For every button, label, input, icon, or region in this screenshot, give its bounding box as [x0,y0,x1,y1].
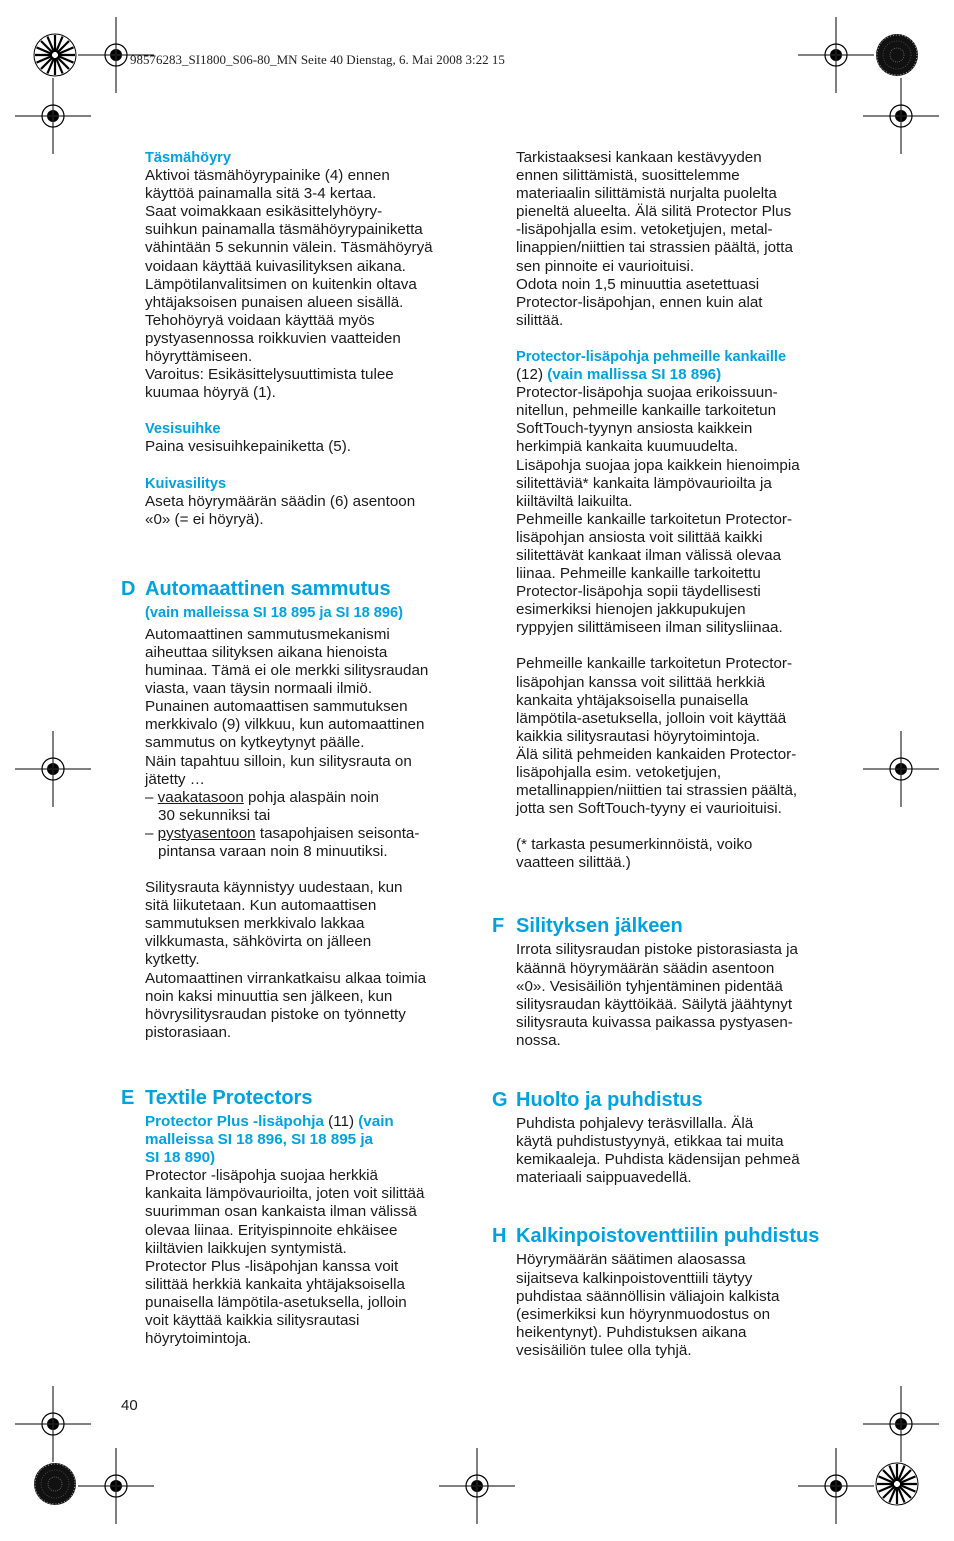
kuivasilitys-text: Aseta höyrymäärän säädin (6) asentoon «0» (= ei höyryä). [145,492,416,528]
section-h [492,1224,838,1360]
tasmahoyry-text: Aktivoi täsmähöyrypainike (4) ennen käyttöä painamalla sitä 3-4 kertaa. Saat voimakkaan esikäsittelyhöyry- suihkun painamalla täsmähöyrypainiketta vähintään 5 sekunnin välein. Täsmähöyryä voidaan käyttää kuivasilityksen aikana. Lämpötilanvalitsimen on kuitenkin oltava yhtäjaksoisen punaisen alueen sisällä. Tehohöyryä voidaan käyttää myös pystyasennossa roikkuvien vaatteiden höyryttämiseen. Varoitus: Esikäsittelysuuttimista tulee kuumaa höyryä (1). [145,167,433,402]
section-e-sub-plain: (11) [323,1112,359,1130]
item2-dash: – [145,824,158,842]
kuivasilitys-title: Kuivasilitys [145,475,227,492]
soft-protector-num: (12) [516,366,548,384]
item2-rest: tasapohjaisen seisonta- [255,824,420,842]
section-d-subtitle: (vain malleissa SI 18 895 ja SI 18 896) [145,604,403,621]
section-h-title: Kalkinpoistoventtiilin puhdistus [516,1225,820,1248]
section-e [121,1086,465,1348]
section-h-letter: H [492,1225,507,1248]
section-g-text: Puhdista pohjalevy teräsvillalla. Älä käytä puhdistustyynyä, etikkaa tai muita kemikaaleja. Puhdista kädensijan pehmeä materiaali saippuavedellä. [516,1115,800,1187]
section-d-text1: Automaattinen sammutusmekanismi aiheuttaa silityksen aikana hienoista huminaa. Tämä ei ole merkki silitysraudan viasta, vaan täysin normaali ilmiö. Punainen automaattisen sammutuksen merkkivalo (9) vilkkuu, kun automaattinen sammutus on kytkeytynyt päälle. Näin tapahtuu silloin, kun silitysrauta on jätetty … [145,625,429,788]
section-e-title: Textile Protectors [145,1086,313,1109]
section-d-heading [121,577,465,601]
section-e-text: Protector -lisäpohja suojaa herkkiä kankaita lämpövaurioilta, joten voit silittää suurimman osan kankaista ilman välissä olevaa liinaa. Erityispinnoite ehkäisee kiiltävien laikkujen syntymistä. Protector Plus -lisäpohjan kanssa voit silittää herkkiä kankaita yhtäjaksoisella punaisella lämpötila-asetuksella, jolloin voit käyttää kaikkia silitysrautasi höyrytoimintoja. [145,1167,425,1348]
soft-protector-text2: Pehmeille kankaille tarkoitetun Protector- lisäpohjan kanssa voit silittää herkkiä kankaita yhtäjaksoisella punaisella lämpötila-asetuksella, jolloin voit käyttää kaikkia silitysrautasi höyrytoimintoja. Älä silitä pehmeiden kankaiden Protector- lisäpohjalla esim. vetoketjujen, metallinappien/niittien tai strassien päältä, jotta sen SoftTouch-tyyny ei vaurioituisi. [516,655,798,818]
section-e-subtitle [145,1113,465,1167]
page-number: 40 [121,1397,138,1414]
section-d-title: Automaattinen sammutus [145,577,391,600]
soft-protector-text1: Protector-lisäpohja suojaa erikoissuun- nitellun, pehmeille kankaille tarkoitetun SoftTouch-tyynyn ansiosta kaikkein herkimpiä kankaita kuumuudelta. Lisäpohja suojaa jopa kaikkein hienoimpia silitettäviä* kankaita lämpövaurioilta ja kiiltäviltä laikuilta. Pehmeille kankaille tarkoitetun Protector- lisäpohjan ansiosta voit silittää kaikki silitettävät kankaat ilman välissä olevaa liinaa. Pehmeille kankaille tarkoitettu Protector-lisäpohja sopii täydellisesti esimerkiksi hienojen jakkupukujen ryppyjen silittämiseen ilman silitysliinaa. [516,384,800,637]
section-d [121,577,465,1042]
section-g-heading [492,1088,838,1112]
section-g [492,1088,838,1187]
item1-rest: pohja alaspäin noin [243,788,379,806]
section-f-letter: F [492,915,505,938]
left-column [121,149,465,1348]
kuivasilitys-section [145,475,465,529]
section-e-heading [121,1086,465,1110]
vesisuihke-text: Paina vesisuihkepainiketta (5). [145,438,351,456]
section-h-text: Höyrymäärän säätimen alaosassa sijaitseva kalkinpoistoventtiili täytyy puhdistaa säännöllisin väliajoin kalkista (esimerkiksi kun höyrynmuodostus on heikentynyt). Puhdistuksen aikana vesisäiliön tulee olla tyhjä. [516,1251,780,1359]
tasmahoyry-title: Täsmähöyry [145,150,231,166]
section-d-item2 [145,825,465,861]
print-header: 98576283_SI1800_S06-80_MN Seite 40 Dienstag, 6. Mai 2008 3:22 15 [130,52,505,67]
vesisuihke-section [145,420,465,456]
item1-dash: – [145,788,158,806]
section-e-sub-models: (vain malleissa SI 18 896, SI 18 895 ja SI 18 890) [145,1112,394,1167]
soft-protector-models: (vain mallissa SI 18 896) [547,366,722,384]
vesisuihke-title: Vesisuihke [145,421,221,438]
soft-protector-models-line [516,366,838,384]
item2-cont: pintansa varaan noin 8 minuutiksi. [158,843,388,860]
section-f-title: Silityksen jälkeen [516,915,683,938]
section-f-text: Irrota silitysraudan pistoke pistorasiasta ja käännä höyrymäärän säädin asentoon «0». Vesisäiliön tyhjentäminen pidentää silitysraudan käyttöikää. Säilytä jäähtynyt silitysrauta kuivassa paikassa pystyasen- nossa. [516,941,798,1049]
section-e-letter: E [121,1086,135,1109]
item2-underlined: pystyasentoon [157,824,256,842]
soft-protector-title: Protector-lisäpohja pehmeille kankaille [516,348,787,365]
section-e-sub-bold: Protector Plus -lisäpohja [145,1112,324,1130]
section-d-item1 [145,789,465,825]
section-f-heading [492,914,838,938]
section-g-letter: G [492,1089,508,1112]
item1-cont: 30 sekunniksi tai [158,806,271,824]
section-d-text2: Silitysrauta käynnistyy uudestaan, kun sitä liikutetaan. Kun automaattisen sammutuksen merkkivalo lakkaa vilkkumasta, sähkövirta on jälleen kytketty. Automaattinen virrankatkaisu alkaa toimia noin kaksi minuuttia sen jälkeen, kun hövrysilitysraudan pistoke on työnnetty pistorasiaan. [145,879,427,1041]
section-d-letter: D [121,577,136,600]
intro-text: Tarkistaaksesi kankaan kestävyyden ennen silittämistä, suosittelemme materiaalin silittämistä nurjalta puolelta pieneltä alueelta. Älä silitä Protector Plus -lisäpohjalla esim. vetoketjujen, metal- linappien/niittien tai strassien päältä, jotta sen pinnoite ei vaurioituisi. Odota noin 1,5 minuuttia asetettuasi Protector-lisäpohjan, ennen kuin alat silittää. [516,149,793,329]
item1-underlined: vaakatasoon [157,788,244,806]
soft-protector-section [516,348,838,873]
section-g-title: Huolto ja puhdistus [516,1089,703,1112]
section-f [492,914,838,1050]
right-column [492,149,838,1360]
tasmahoyry-section [145,149,465,402]
soft-protector-note: (* tarkasta pesumerkinnöistä, voiko vaatteen silittää.) [516,836,753,872]
section-h-heading [492,1224,838,1248]
